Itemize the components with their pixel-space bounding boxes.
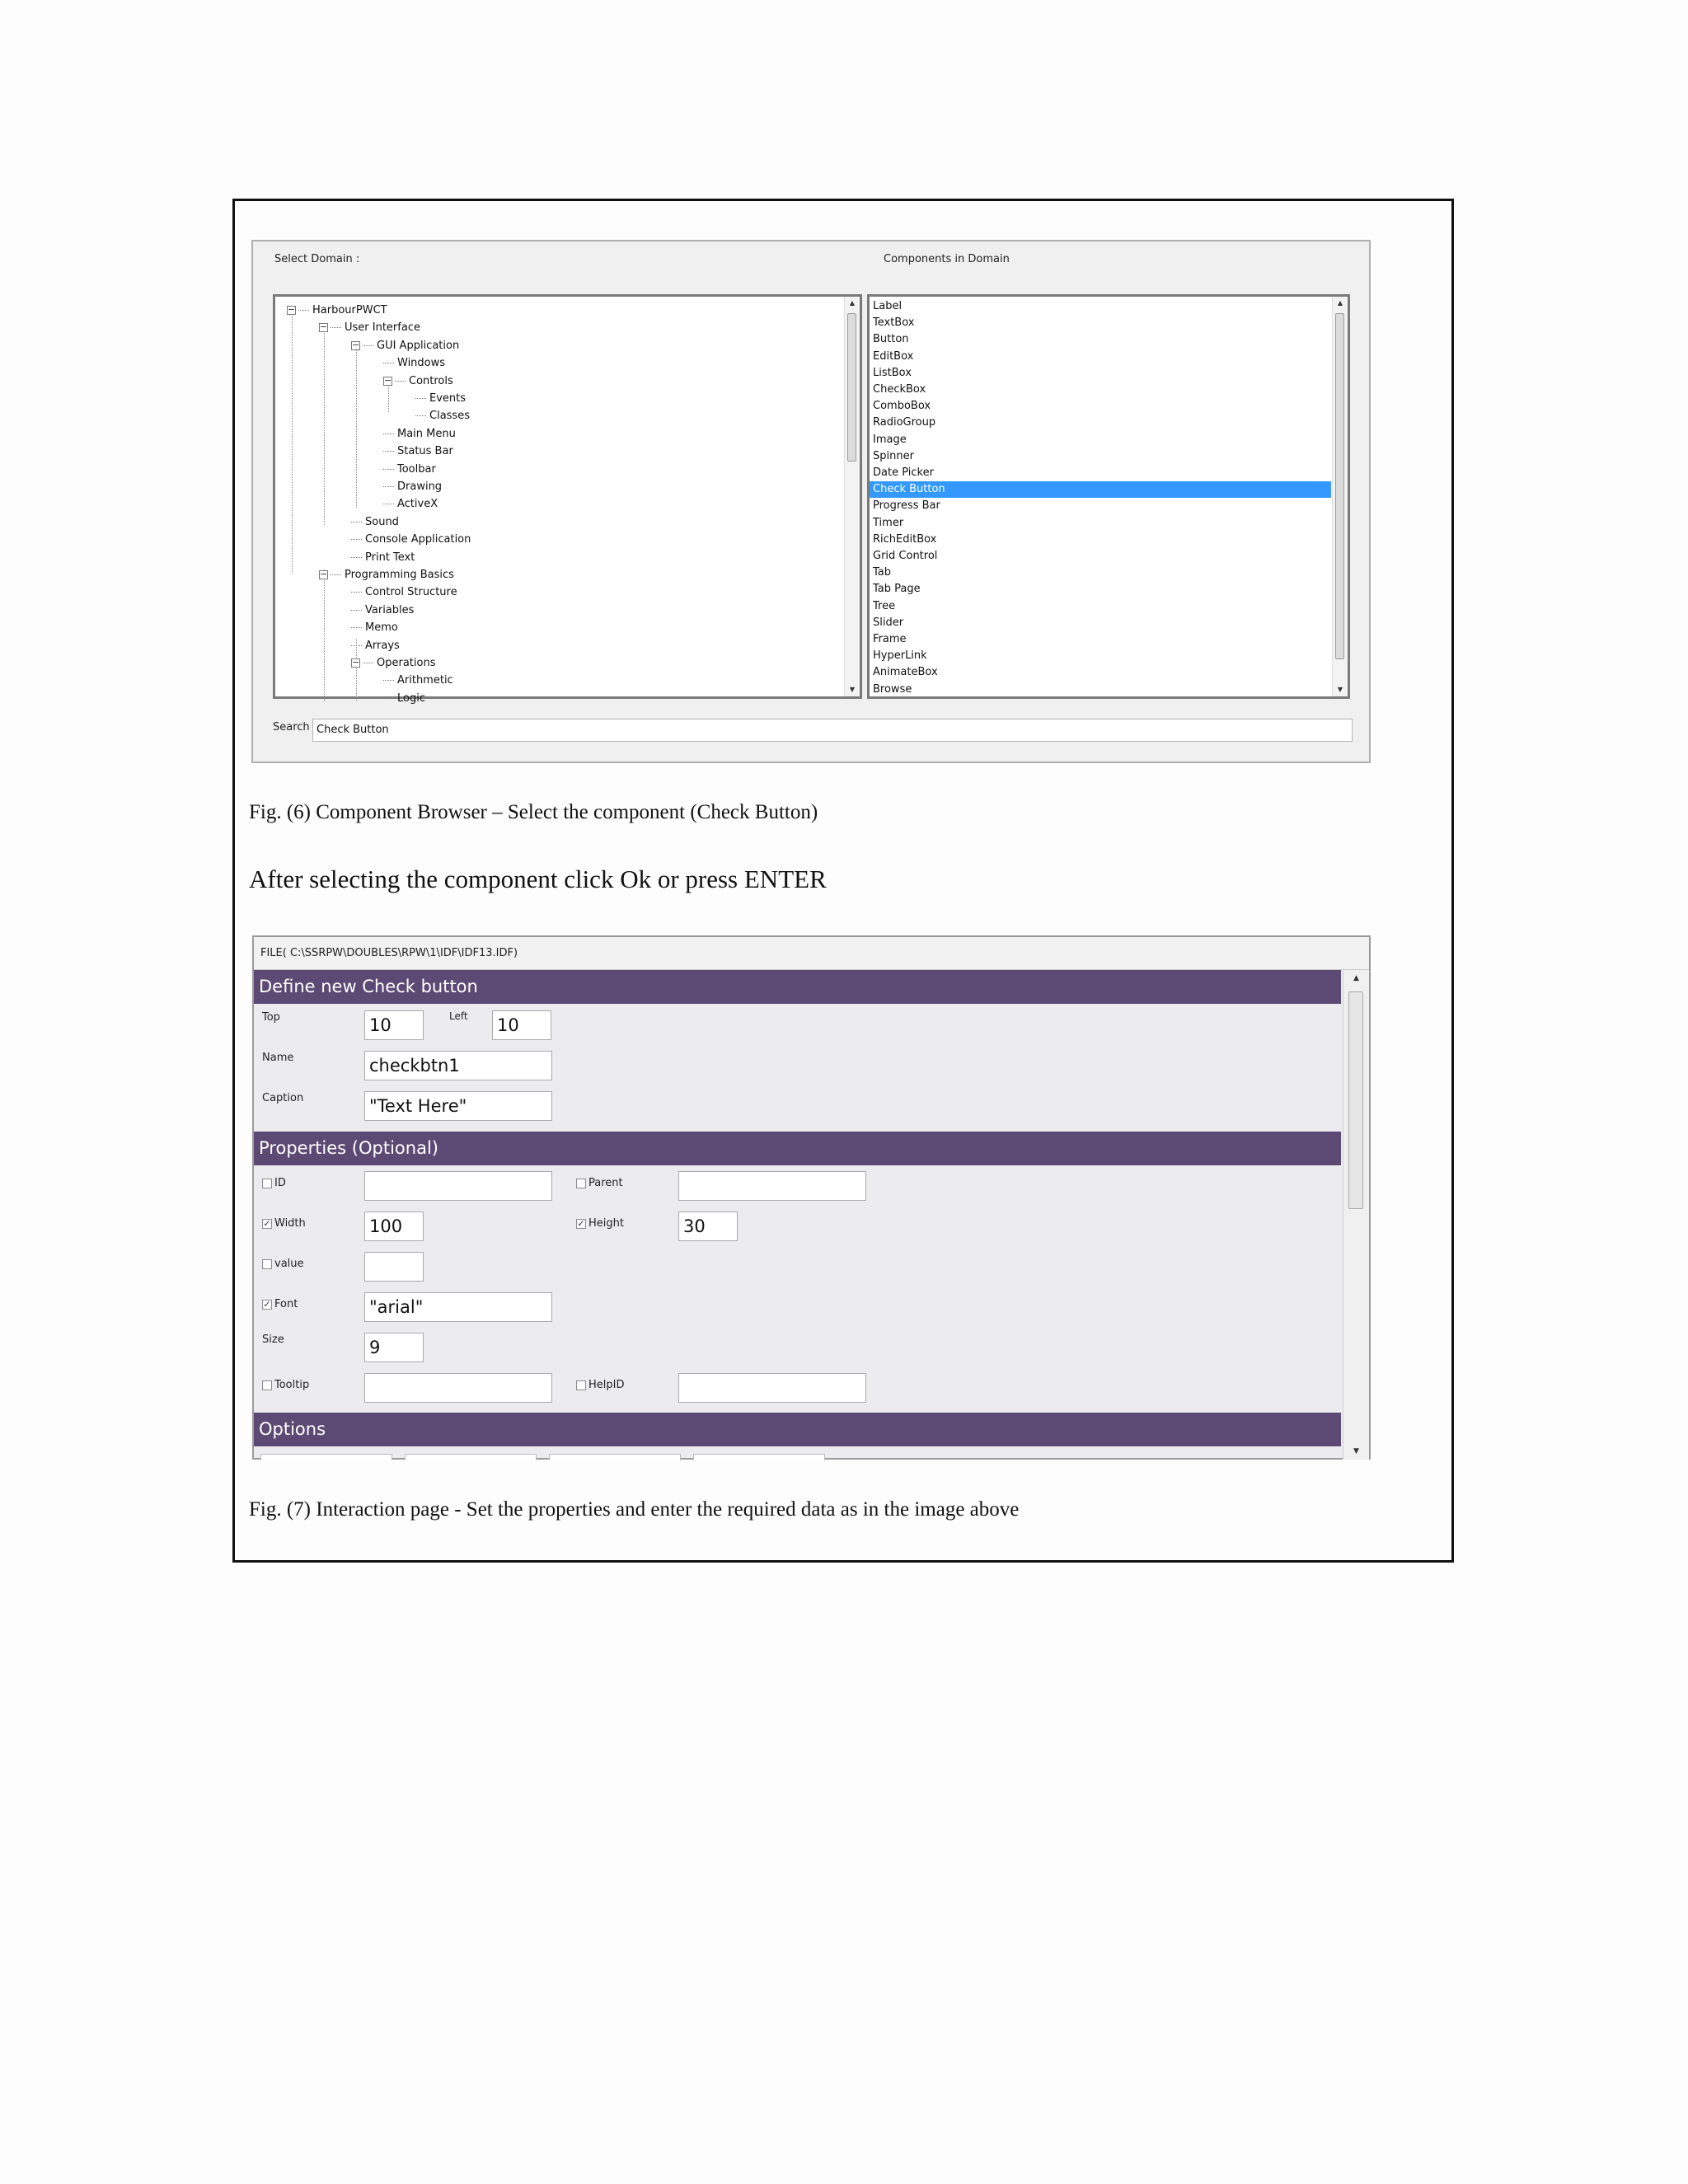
- tree-expander-icon[interactable]: −: [384, 374, 392, 386]
- tree-node[interactable]: [351, 654, 435, 672]
- tree-connector: [292, 310, 293, 574]
- tree-branch-line: [363, 345, 373, 346]
- tree-node-label: Drawing: [397, 480, 443, 493]
- tree-branch-line: [351, 539, 362, 540]
- scroll-up-arrow-icon[interactable]: ▲: [849, 299, 856, 307]
- component-list-item[interactable]: Label: [873, 300, 903, 312]
- name-input[interactable]: checkbtn1: [364, 1051, 552, 1080]
- component-list-item[interactable]: Image: [873, 433, 907, 446]
- tree-branch-line: [415, 415, 426, 416]
- top-input[interactable]: 10: [364, 1010, 424, 1040]
- components-list[interactable]: [867, 294, 1350, 699]
- tree-branch-line: [383, 680, 394, 681]
- tree-node[interactable]: [351, 619, 398, 636]
- component-list-item[interactable]: EditBox: [873, 349, 914, 363]
- value-checkbox[interactable]: [262, 1258, 304, 1271]
- tree-branch-line: [383, 451, 394, 452]
- tree-node[interactable]: [383, 672, 453, 689]
- tree-connector: [356, 344, 357, 508]
- tree-branch-line: [351, 592, 362, 593]
- tree-node[interactable]: [415, 407, 470, 424]
- tree-node-label: Windows: [397, 357, 446, 370]
- tree-expander-icon[interactable]: −: [288, 304, 296, 315]
- tree-branch-line: [331, 574, 341, 575]
- top-label: Top: [262, 1011, 280, 1024]
- components-scroll-thumb[interactable]: [1335, 313, 1344, 659]
- tree-node[interactable]: [351, 531, 471, 548]
- height-checkbox[interactable]: [576, 1217, 624, 1230]
- interaction-page: [252, 935, 1371, 1460]
- height-label: Height: [588, 1217, 624, 1230]
- tree-branch-line: [395, 381, 406, 382]
- tree-node-label: Events: [429, 392, 467, 405]
- tree-connector: [324, 569, 325, 701]
- figure-6-caption: Fig. (6) Component Browser – Select the component (Check Button): [249, 801, 818, 823]
- component-list-item[interactable]: Slider: [873, 616, 904, 629]
- component-list-item[interactable]: Check Button: [870, 481, 1331, 498]
- tree-node[interactable]: [383, 425, 456, 443]
- font-label: Font: [274, 1298, 298, 1310]
- instruction-text: After selecting the component click Ok or press ENTER: [249, 865, 827, 893]
- caption-label: Caption: [262, 1092, 304, 1104]
- options-field[interactable]: [549, 1454, 681, 1460]
- section-define-check-button: Define new Check button: [254, 970, 1341, 1004]
- search-input[interactable]: Check Button: [312, 719, 1353, 742]
- component-list-item[interactable]: Progress Bar: [873, 499, 940, 513]
- tree-node[interactable]: [383, 461, 436, 478]
- domain-tree[interactable]: [273, 294, 862, 705]
- scroll-down-arrow-icon[interactable]: ▼: [1337, 686, 1343, 693]
- component-list-item[interactable]: Spinner: [873, 449, 914, 462]
- component-list-item[interactable]: AnimateBox: [873, 666, 938, 679]
- helpid-input[interactable]: [678, 1373, 866, 1403]
- tree-node[interactable]: [351, 602, 414, 619]
- tree-node[interactable]: [351, 337, 459, 354]
- scroll-down-arrow-icon[interactable]: ▼: [849, 686, 856, 693]
- search-label: Search: [273, 721, 310, 733]
- scroll-up-arrow-icon[interactable]: ▲: [1337, 299, 1343, 307]
- value-input[interactable]: [364, 1252, 424, 1282]
- tree-node[interactable]: [383, 495, 438, 513]
- page-scrollbar[interactable]: [1343, 970, 1369, 1460]
- tree-node-label: Console Application: [365, 533, 471, 546]
- tree-node[interactable]: [383, 373, 453, 390]
- components-scrollbar[interactable]: [1332, 297, 1348, 696]
- id-input[interactable]: [364, 1171, 552, 1201]
- font-input[interactable]: "arial": [364, 1292, 552, 1322]
- tree-node-label: GUI Application: [377, 339, 460, 352]
- section-options: Options: [254, 1413, 1341, 1446]
- component-list-item[interactable]: Date Picker: [873, 466, 934, 479]
- component-list-item[interactable]: Tab: [873, 566, 892, 579]
- component-list-item[interactable]: HyperLink: [873, 649, 927, 663]
- tree-branch-line: [351, 522, 362, 523]
- tree-expander-icon[interactable]: −: [352, 339, 360, 350]
- tree-expander-icon[interactable]: −: [320, 569, 328, 579]
- tree-node-label: ActiveX: [397, 498, 438, 511]
- width-checkbox[interactable]: [262, 1217, 306, 1230]
- width-input[interactable]: 100: [364, 1212, 424, 1241]
- tree-scroll-thumb[interactable]: [847, 313, 856, 462]
- tree-node[interactable]: [383, 443, 453, 460]
- checkbox-box-icon[interactable]: ✓: [577, 1217, 585, 1229]
- tree-rows: [275, 297, 844, 705]
- tree-node[interactable]: [383, 354, 445, 372]
- tree-node[interactable]: [351, 513, 399, 531]
- tree-node-label: User Interface: [345, 321, 420, 335]
- parent-checkbox[interactable]: [576, 1177, 623, 1190]
- component-list-item[interactable]: Timer: [873, 516, 904, 529]
- component-list-item[interactable]: Tab Page: [873, 583, 921, 596]
- scroll-down-arrow-icon[interactable]: ▼: [1353, 1447, 1359, 1455]
- tree-branch-line: [383, 469, 394, 470]
- helpid-checkbox[interactable]: [576, 1379, 624, 1392]
- tree-branch-line: [298, 310, 309, 311]
- section-properties-optional: Properties (Optional): [254, 1132, 1341, 1165]
- height-input[interactable]: 30: [678, 1212, 738, 1241]
- checkbox-box-icon[interactable]: [262, 1259, 272, 1269]
- component-list-item[interactable]: RadioGroup: [873, 416, 936, 429]
- helpid-label: HelpID: [588, 1379, 625, 1391]
- options-field[interactable]: [405, 1454, 537, 1460]
- checkbox-box-icon[interactable]: ✓: [263, 1217, 271, 1229]
- tree-branch-line: [383, 698, 394, 699]
- component-list-item[interactable]: ComboBox: [873, 400, 931, 413]
- checkbox-box-icon[interactable]: [576, 1179, 586, 1188]
- tree-node[interactable]: [383, 690, 425, 707]
- id-label: ID: [274, 1177, 286, 1189]
- component-list-item[interactable]: Button: [873, 333, 909, 346]
- tree-node[interactable]: [415, 390, 466, 407]
- tree-expander-icon[interactable]: −: [352, 657, 360, 668]
- tree-node[interactable]: [351, 583, 457, 601]
- name-label: Name: [262, 1052, 294, 1064]
- tree-node-label: Main Menu: [397, 427, 456, 440]
- tree-node-label: Sound: [365, 515, 399, 528]
- tree-scrollbar[interactable]: [844, 297, 860, 696]
- tree-branch-line: [351, 627, 362, 628]
- tree-node-label: HarbourPWCT: [312, 304, 387, 316]
- tree-node-label: Control Structure: [365, 586, 457, 599]
- component-list-item[interactable]: RichEditBox: [873, 532, 937, 546]
- checkbox-box-icon[interactable]: [576, 1380, 586, 1390]
- tree-node-label: Classes: [429, 410, 470, 423]
- tooltip-input[interactable]: [364, 1373, 552, 1403]
- tree-node-label: Variables: [365, 603, 415, 616]
- tree-node-label: Arithmetic: [397, 674, 453, 687]
- component-list-item[interactable]: Frame: [873, 633, 907, 645]
- tree-node-label: Status Bar: [397, 445, 453, 458]
- left-input[interactable]: 10: [492, 1010, 551, 1040]
- tooltip-checkbox[interactable]: [262, 1379, 309, 1392]
- options-field[interactable]: [260, 1454, 392, 1460]
- left-label: Left: [449, 1010, 468, 1022]
- component-list-item[interactable]: Grid Control: [873, 550, 938, 562]
- tree-expander-icon[interactable]: −: [320, 321, 328, 333]
- tree-node-label: Arrays: [365, 639, 400, 652]
- options-field[interactable]: [693, 1454, 825, 1460]
- tree-node-label: Toolbar: [397, 462, 436, 476]
- checkbox-box-icon[interactable]: ✓: [263, 1298, 271, 1310]
- font-checkbox[interactable]: [262, 1298, 298, 1311]
- tree-node-label: Controls: [409, 374, 453, 387]
- width-label: Width: [274, 1217, 306, 1230]
- caption-input[interactable]: "Text Here": [364, 1091, 552, 1121]
- tree-node[interactable]: [319, 319, 420, 336]
- tree-node[interactable]: [319, 566, 454, 583]
- tree-branch-line: [415, 398, 426, 399]
- tree-node-label: Programming Basics: [345, 569, 454, 581]
- file-path-bar: FILE( C:\SSRPW\DOUBLES\RPW\1\IDF\IDF13.IDF): [254, 937, 1369, 970]
- tree-branch-line: [351, 557, 362, 558]
- tree-node-label: Memo: [365, 621, 398, 635]
- tree-branch-line: [351, 610, 362, 611]
- parent-label: Parent: [588, 1177, 623, 1189]
- component-browser: [251, 240, 1371, 763]
- scroll-up-arrow-icon[interactable]: ▲: [1353, 974, 1359, 982]
- page-scroll-thumb[interactable]: [1348, 991, 1363, 1209]
- tree-node[interactable]: [287, 302, 387, 319]
- component-list-item[interactable]: Browse: [873, 682, 912, 696]
- component-list-item[interactable]: CheckBox: [873, 383, 926, 396]
- tree-node[interactable]: [383, 478, 442, 495]
- checkbox-box-icon[interactable]: [262, 1380, 272, 1390]
- size-input[interactable]: 9: [364, 1333, 424, 1362]
- select-domain-label: Select Domain :: [274, 253, 360, 265]
- tree-node[interactable]: [351, 637, 400, 654]
- component-list-item[interactable]: TextBox: [873, 316, 915, 330]
- tree-branch-line: [351, 645, 362, 646]
- tree-node-label: Logic: [397, 691, 425, 705]
- tree-branch-line: [331, 327, 341, 328]
- size-label: Size: [262, 1333, 284, 1346]
- checkbox-box-icon[interactable]: [262, 1179, 272, 1188]
- tree-node-label: Operations: [377, 657, 436, 669]
- tooltip-label: Tooltip: [274, 1379, 310, 1391]
- components-in-domain-label: Components in Domain: [884, 253, 1010, 265]
- tree-branch-line: [383, 486, 394, 487]
- component-list-item[interactable]: ListBox: [873, 366, 912, 379]
- component-list-item[interactable]: Tree: [873, 599, 896, 612]
- id-checkbox[interactable]: [262, 1177, 286, 1190]
- tree-connector: [324, 327, 325, 525]
- figure-7-caption: Fig. (7) Interaction page - Set the properties and enter the required data as in the image above: [249, 1498, 1020, 1521]
- parent-input[interactable]: [678, 1171, 866, 1201]
- value-label: value: [274, 1258, 304, 1270]
- tree-node-label: Print Text: [365, 551, 415, 564]
- tree-node[interactable]: [351, 549, 415, 566]
